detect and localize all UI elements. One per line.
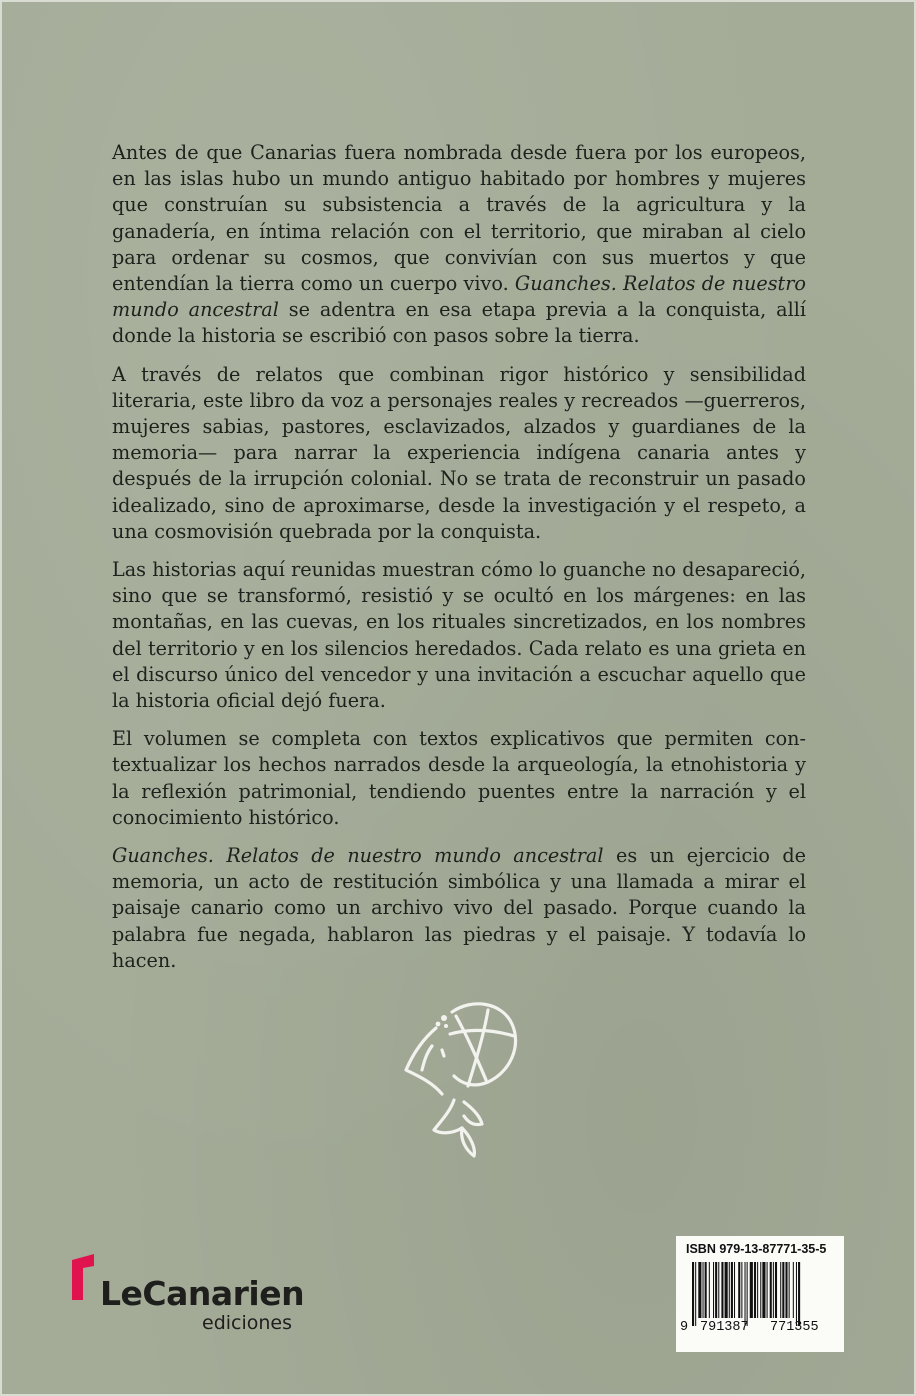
barcode-bar [775,1262,777,1318]
barcode-bar [754,1262,756,1318]
blurb-paragraph-1: Antes de que Canarias fuera nombrada desde fuera por los europeos, en las islas hubo un mundo antiguo habitado por hombres y mujeres que construían su subsistencia a través de la agricultura y la ganadería, en íntima relación con el territorio, que miraban al cielo para ordenar su cosmos, que convivían con sus muertos y que entendían la tierra como un cuerpo vivo. Guanches. Relatos de nuestro mundo ancestral se adentra en esa etapa previa a la conquista, allí donde la historia se escribió con pasos sobre la tierra. [112,141,806,348]
barcode-bar [692,1262,694,1326]
isbn-barcode [676,1236,844,1352]
publisher-subtitle: ediciones [202,1312,293,1334]
publisher-name: LeCanarien [100,1274,305,1313]
barcode-bar [796,1262,797,1326]
barcode-bar [715,1262,717,1318]
blurb-paragraph-5: Guanches. Relatos de nuestro mundo ancestral es un ejercicio de memoria, un acto de restitución simbólica y una llamada a mirar el paisaje canario como un archivo vivo del pasado. Porque cuando la palabra fue negada, hablaron las piedras y el paisaje. Y todavía lo hacen. [112,844,806,972]
blurb-paragraph-4: El volumen se completa con textos explicativos que permiten contextualizar los hechos narrados desde la arqueología, la etnohistoria y la reflexión patrimonial, tendiendo puentes entre la narración y el conocimiento histórico. [112,727,806,829]
barcode-bar [741,1262,742,1318]
barcode-bar [713,1262,714,1318]
isbn-label: ISBN 979-13-87771-35-5 [686,1242,827,1256]
barcode-bar [770,1262,772,1318]
barcode-bar [760,1262,761,1318]
barcode-bar [725,1262,728,1318]
barcode-bar [782,1262,784,1318]
barcode-digits-right: 771355 [770,1320,819,1335]
barcode-bar [709,1262,710,1318]
barcode-bar [721,1262,723,1318]
barcode-bar [731,1262,733,1318]
barcode-bar [698,1262,701,1318]
blurb-paragraph-3: Las historias aquí reunidas muestran cómo lo guanche no desapareció, sino que se transformó, resistió y se ocultó en los márgenes: en las montañas, en las cuevas, en los rituales sincretizados, en los nombres del territorio y en los silencios heredados. Cada relato es una grieta en el discurso único del vencedor y una invitación a escuchar aquello que la historia oficial dejó fuera. [112,558,806,713]
barcode-bar [780,1262,781,1318]
book-title-italic: Guanches. Relatos de nuestro mundo ancestral [112,272,806,322]
lecanarien-mark-icon [72,1254,94,1300]
barcode-bar [747,1262,748,1326]
blurb-text [112,140,806,986]
book-title-italic: Guanches. Relatos de nuestro mundo ancestral [112,844,604,868]
barcode-digit-first: 9 [680,1320,689,1335]
barcode-bar [767,1262,768,1318]
barcode-bar [793,1262,794,1318]
barcode-bar [705,1262,707,1318]
barcode-bar [695,1262,696,1326]
barcode-bar [773,1262,774,1318]
barcode-bar [745,1262,746,1326]
guanche-rock-engraving-icon [392,990,528,1166]
barcode-bar [738,1262,740,1318]
barcode-bar [785,1262,787,1318]
barcode-bar [718,1262,719,1318]
blurb-paragraph-2: A través de relatos que combinan rigor histórico y sensibilidad literaria, este libro da voz a personajes reales y recreados —guerreros, mujeres sabias, pastores, esclavizados, alzados y guardianes de la memoria— para narrar la experiencia indígena canaria antes y después de la irrupción colonial. No se trata de reconstruir un pasado idealizado, sino de aproximarse, desde la investigación y el respeto, a una cosmovisión quebrada por la conquista. [112,362,806,543]
barcode-bar [750,1262,753,1318]
barcode-bars [692,1262,832,1326]
barcode-bar [798,1262,800,1326]
barcode-bar [703,1262,704,1318]
barcode-bar [757,1262,758,1318]
barcode-bar [789,1262,790,1318]
barcode-digits-left: 791387 [700,1320,749,1335]
barcode-bar [734,1262,735,1318]
publisher-logo [72,1254,312,1334]
barcode-bar [762,1262,765,1318]
barcode-bar [729,1262,730,1318]
